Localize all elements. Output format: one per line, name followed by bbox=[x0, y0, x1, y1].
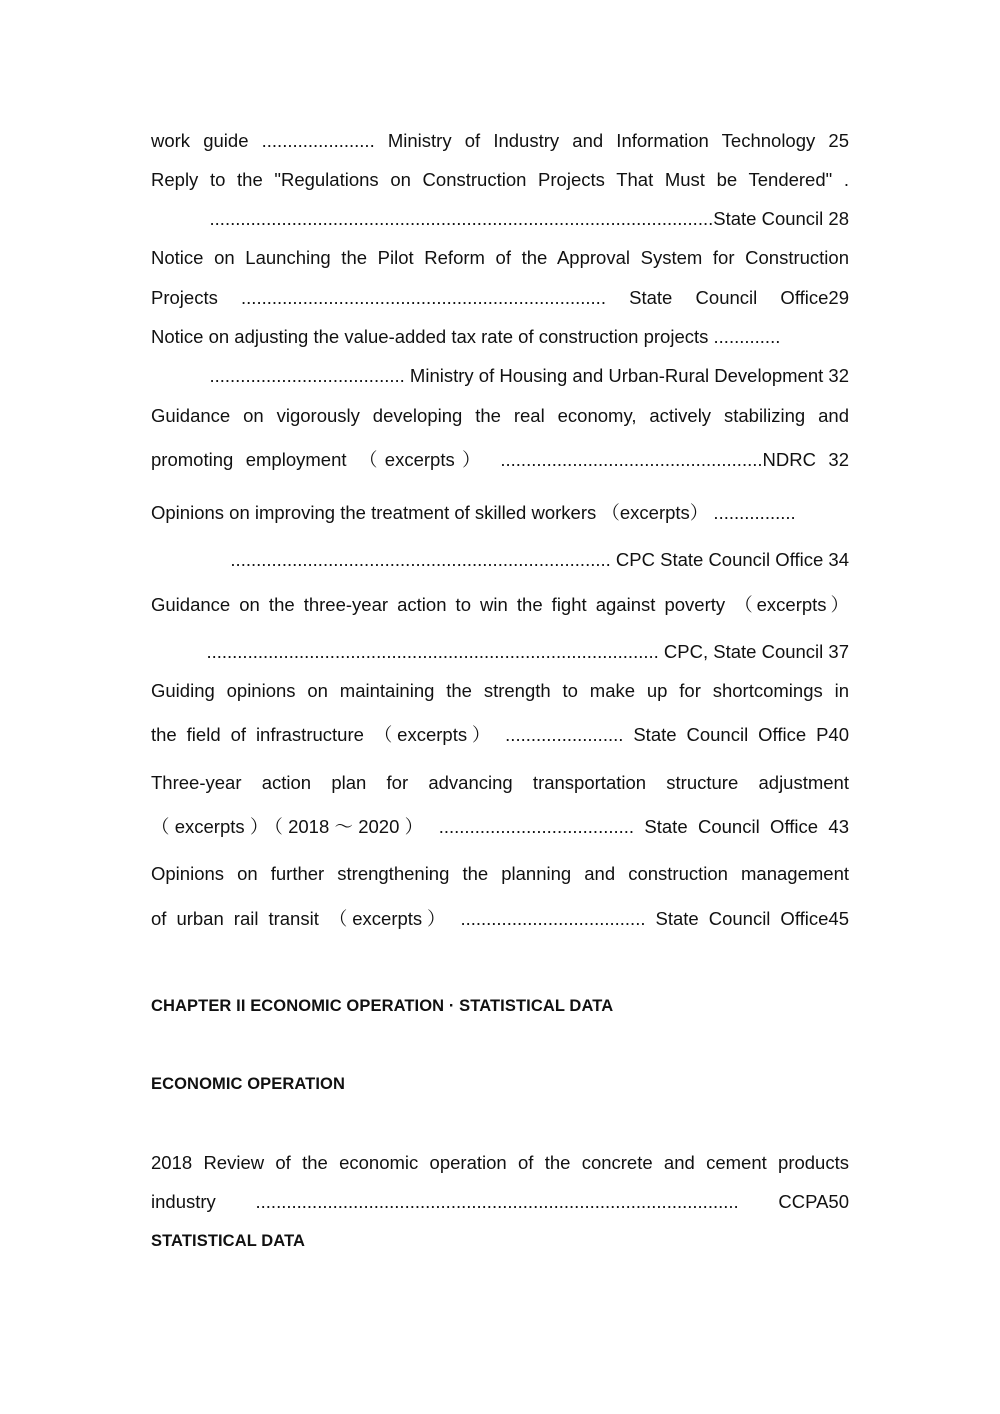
chapter-title: CHAPTER II ECONOMIC OPERATION · STATISTICAL DATA bbox=[151, 997, 614, 1015]
toc-line: industry .............................................................................................. CCPA50 bbox=[151, 1191, 849, 1212]
toc-line: Opinions on improving the treatment of skilled workers （excerpts） ................ bbox=[151, 502, 796, 523]
toc-line: Three-year action plan for advancing transportation structure adjustment bbox=[151, 772, 849, 793]
toc-line: 2018 Review of the economic operation of the concrete and cement products bbox=[151, 1152, 849, 1173]
toc-line: Opinions on further strengthening the planning and construction management bbox=[151, 863, 849, 884]
toc-line: Guidance on vigorously developing the real economy, actively stabilizing and bbox=[151, 405, 849, 426]
toc-line: Guidance on the three-year action to win the fight against poverty （excerpts） bbox=[151, 594, 849, 615]
toc-line: Projects ....................................................................... State Council Office29 bbox=[151, 287, 849, 308]
toc-line: .......................................................................... CPC State Council Office 34 bbox=[230, 549, 849, 570]
toc-line: ..................................................................................................State Council 28 bbox=[209, 208, 849, 229]
toc-line: Notice on Launching the Pilot Reform of the Approval System for Construction bbox=[151, 247, 849, 268]
toc-line: promoting employment （excerpts） ...................................................NDRC 32 bbox=[151, 449, 849, 470]
toc-line: ...................................... Ministry of Housing and Urban-Rural Development 32 bbox=[209, 365, 849, 386]
section-title-statistical-data: STATISTICAL DATA bbox=[151, 1232, 306, 1250]
toc-line: Notice on adjusting the value-added tax rate of construction projects ............. bbox=[151, 326, 781, 347]
toc-line: Reply to the "Regulations on Construction Projects That Must be Tendered" . bbox=[151, 169, 849, 190]
section-title-economic-operation: ECONOMIC OPERATION bbox=[151, 1075, 345, 1093]
toc-line: work guide ...................... Ministry of Industry and Information Technology 25 bbox=[151, 130, 849, 151]
toc-line: of urban rail transit （excerpts） .................................... State Council Office45 bbox=[151, 908, 849, 929]
toc-line: Guiding opinions on maintaining the strength to make up for shortcomings in bbox=[151, 680, 849, 701]
toc-line: （excerpts）（2018～2020） ...................................... State Council Office 43 bbox=[151, 816, 849, 837]
toc-line: ........................................................................................ CPC, State Council 37 bbox=[206, 641, 849, 662]
toc-line: the field of infrastructure （excerpts） ....................... State Council Office P40 bbox=[151, 724, 849, 745]
